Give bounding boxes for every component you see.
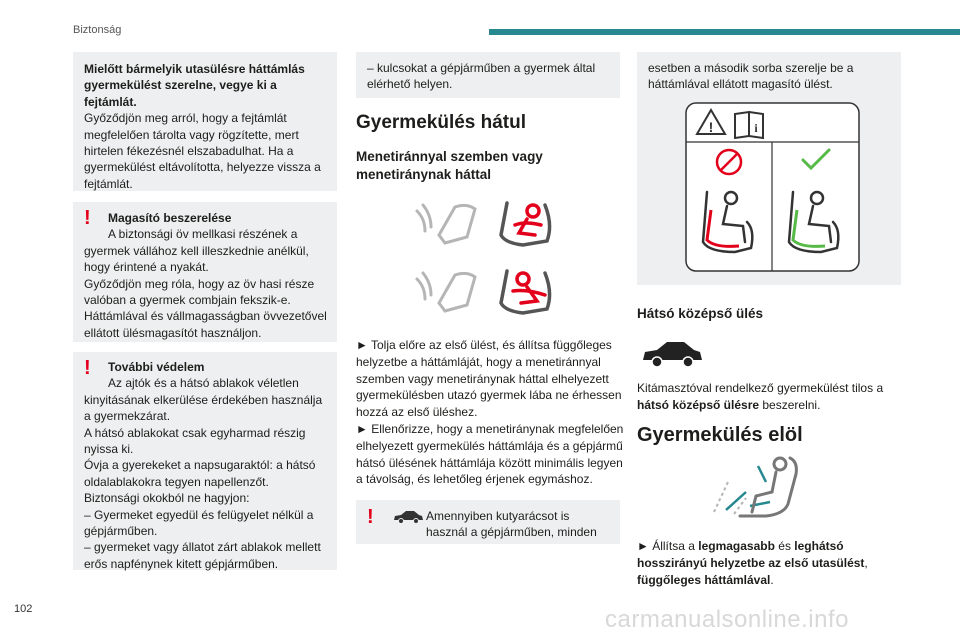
svg-text:!: !	[708, 119, 714, 135]
car-icon	[392, 510, 424, 524]
seat-icon	[706, 452, 810, 522]
heading-rear-center-seat: Hátsó középső ülés	[637, 306, 764, 321]
page-number: 102	[14, 603, 33, 615]
warning-protection-line: Óvja a gyerekeket a napsugaraktól: a hátsó oldalablakokra tegyen napellenzőt.	[84, 458, 316, 489]
svg-text:i: i	[754, 121, 758, 135]
note-headrest-body: Győződjön meg arról, hogy a fejtámlát megfelelően tárolta vagy rögzítette, mert hirtelen fékezésnél elszabadulhat. Ha a gyermekülést eltávolította, helyezze vissza a fejtámlát.	[84, 111, 321, 191]
warning-icon: !	[84, 357, 91, 379]
note-headrest	[73, 52, 337, 191]
text-run: Kitámasztóval rendelkező gyermekülést tilos a	[637, 381, 884, 395]
text-run: .	[770, 572, 774, 587]
warning-icon: !	[84, 207, 91, 229]
warning-dog-guard	[356, 500, 620, 544]
text-run-bold: leghátsó hosszirányú helyzetbe az első utasülést	[637, 539, 865, 570]
text-run: és	[774, 539, 795, 553]
warning-booster-line: A biztonsági öv mellkasi részének a gyermek vállához kell illeszkednie anélkül, hogy érintené a nyakát.	[84, 227, 309, 275]
warning-booster-line: Háttámlával és vállmagasságban övvezetővel ellátott ülésmagasítót használjon.	[84, 309, 327, 340]
warning-protection	[73, 352, 337, 570]
warning-booster-title: Magasító beszerelése	[108, 211, 232, 225]
warning-protection-line: A hátsó ablakokat csak egyharmad részig nyissa ki.	[84, 425, 306, 457]
rear-center-seat-text	[637, 380, 905, 414]
warning-protection-title: További védelem	[108, 360, 205, 374]
warning-protection-line: – gyermeket vagy állatot zárt ablakok mellett erős napfénynek kitett gépjárműben.	[84, 540, 321, 571]
instruction-check-distance: ► Ellenőrizze, hogy a menetiránynak megfelelően elhelyezett gyermekülés háttámlája és a gépjármű hátsó ülésének háttámlája között minimális legyen a távolság, és lehetőleg érjenek egymáshoz.	[356, 422, 624, 487]
warning-icon: !	[367, 506, 374, 528]
front-seat-instruction	[637, 538, 905, 588]
watermark: carmanualsonline.info	[605, 606, 849, 633]
heading-front-child-seat: Gyermekülés elöl	[637, 424, 803, 446]
warning-dog-guard-text: Amennyiben kutyarácsot is használ a gépjárműben, minden	[426, 509, 597, 540]
note-keys	[356, 52, 620, 98]
note-keys-text: – kulcsokat a gépjárműben a gyermek által elérhető helyen.	[367, 61, 596, 92]
instruction-front-seat: ► Tolja előre az első ülést, és állítsa függőleges helyzetbe a háttámláját, hogy a menetiránnyal szemben vagy menetiránynak háttal elhelyezett gyermekülésben utazó gyermek lába ne érhessen hozzá az első üléshez.	[356, 338, 622, 420]
warning-protection-line: Biztonsági okokból ne hagyjon:	[84, 491, 250, 506]
warning-protection-line: Az ajtók és a hátsó ablakok véletlen kinyitásának elkerülése érdekében használja a gyermekzárat.	[84, 376, 323, 424]
header-accent-bar	[489, 29, 960, 35]
text-run-bold: legmagasabb	[698, 539, 775, 553]
car-icon	[640, 340, 704, 368]
note-headrest-title: Mielőtt bármelyik utasülésre háttámlás gyermekülést szerelne, vegye ki a fejtámlát.	[84, 62, 305, 109]
heading-rear-child-seat: Gyermekülés hátul	[356, 112, 527, 133]
note-booster-text: esetben a második sorba szerelje be a háttámlával ellátott magasító ülést.	[648, 61, 854, 92]
text-run-bold: függőleges háttámlával	[637, 572, 771, 587]
header-section-label: Biztonság	[73, 24, 122, 36]
text-run-bold: hátsó középső ülésre	[637, 397, 760, 412]
warning-protection-line: – Gyermeket egyedül és felügyelet nélkül a gépjárműben.	[84, 507, 314, 539]
child-seat-icon	[395, 195, 565, 335]
text-run: beszerelni.	[759, 397, 821, 412]
warning-booster-line: Győződjön meg róla, hogy az öv hasi része valóban a gyermek combjain fekszik-e.	[84, 276, 315, 308]
text-run: ,	[864, 555, 868, 570]
warning-booster	[73, 202, 337, 342]
rear-center-seat-diagram	[685, 102, 860, 272]
text-run: ► Állítsa a	[637, 539, 699, 553]
subheading-direction: Menetiránnyal szemben vagy menetiránynak háttal	[356, 149, 543, 182]
